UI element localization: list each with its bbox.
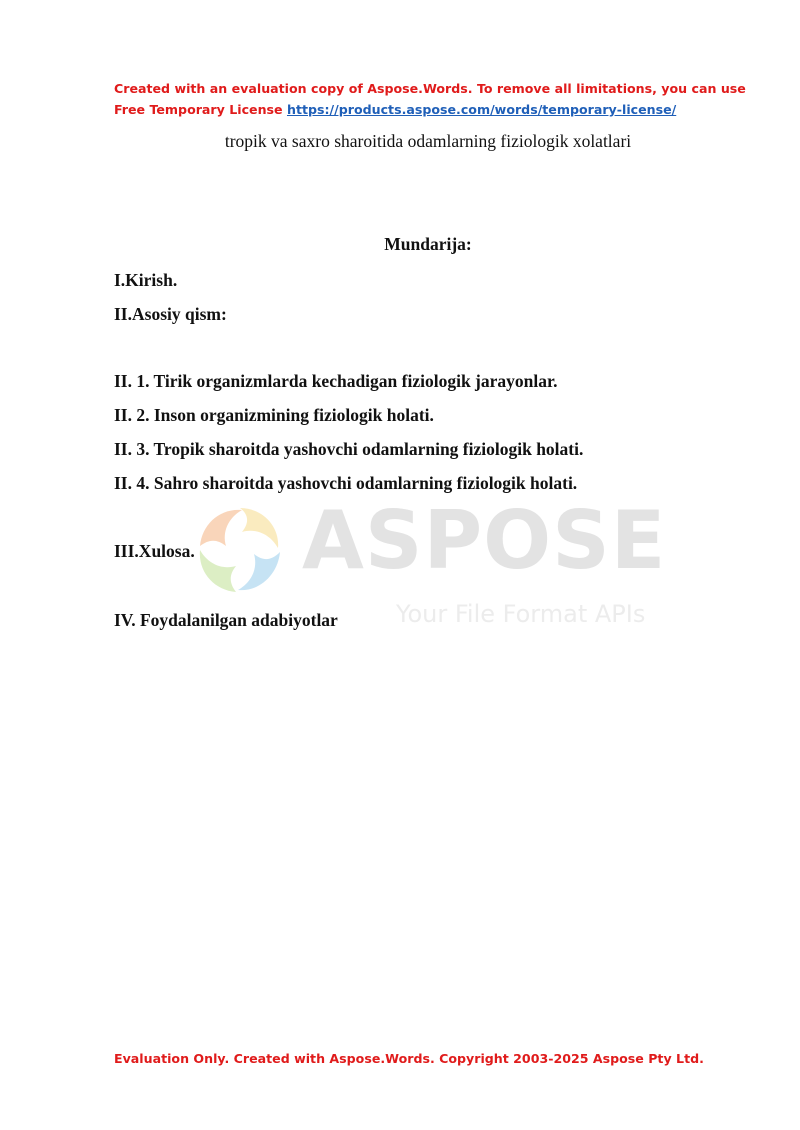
evaluation-footer: Evaluation Only. Created with Aspose.Words. Copyright 2003-2025 Aspose Pty Ltd. [114, 1051, 704, 1066]
toc-item: II. 2. Inson organizmining fiziologik holati. [114, 405, 434, 425]
evaluation-header-line2 [114, 99, 754, 120]
evaluation-header-license-text: Free Temporary License [114, 102, 287, 117]
toc-item: III.Xulosa. [114, 541, 195, 561]
toc-item: I.Kirish. [114, 270, 178, 290]
toc-item: II.Asosiy qism: [114, 304, 227, 324]
toc-heading: Mundarija: [384, 234, 472, 254]
watermark-word: ASPOSE [302, 494, 667, 587]
evaluation-header [114, 78, 754, 120]
watermark-tagline: Your File Format APIs [396, 600, 646, 628]
toc-item: IV. Foydalanilgan adabiyotlar [114, 610, 338, 630]
aspose-logo-icon [190, 500, 290, 600]
toc-item: II. 3. Tropik sharoitda yashovchi odamlarning fiziologik holati. [114, 439, 584, 459]
temporary-license-link[interactable]: https://products.aspose.com/words/temporary-license/ [286, 102, 677, 117]
evaluation-header-line1: Created with an evaluation copy of Aspose.Words. To remove all limitations, you can use [114, 81, 746, 96]
toc-item: II. 1. Tirik organizmlarda kechadigan fiziologik jarayonlar. [114, 371, 558, 391]
document-title: tropik va saxro sharoitida odamlarning fiziologik xolatlari [224, 131, 632, 151]
toc-item: II. 4. Sahro sharoitda yashovchi odamlarning fiziologik holati. [114, 473, 578, 493]
